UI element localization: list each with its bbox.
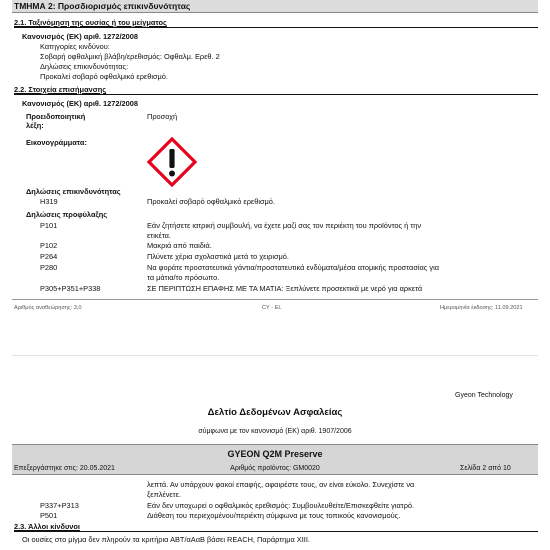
page-number: Σελίδα 2 από 10 xyxy=(460,465,511,472)
precautionary-code: P264 xyxy=(40,252,58,261)
signal-word-value: Προσοχή xyxy=(147,112,178,121)
other-hazards-text: Οι ουσίες στο μίγμα δεν πληρούν τα κριτήρια ΑΒΤ/αΑαΒ βάσει REACH, Παράρτημα XIII. xyxy=(22,535,310,544)
hazard-statements-heading: Δηλώσεις επικινδυνότητας xyxy=(26,187,121,196)
subsection-2-1-heading: 2.1. Ταξινόμηση της ουσίας ή του μείγματος xyxy=(14,18,167,27)
company-name: Gyeon Technology xyxy=(455,392,513,399)
continued-text-2: ξεπλένετε. xyxy=(147,490,181,499)
signal-word-label: Προειδοποιητική xyxy=(26,112,86,121)
precautionary-text-cont: τα μάτια/το πρόσωπο. xyxy=(147,273,220,282)
precautionary-text: Εάν ζητήσετε ιατρική συμβουλή, να έχετε μαζί σας τον περιέκτη του προϊόντος ή την xyxy=(147,221,422,230)
section-2-title-bar xyxy=(12,0,538,13)
precautionary-code: P280 xyxy=(40,263,58,272)
precautionary-code: P305+P351+P338 xyxy=(40,284,101,293)
precautionary-code: P102 xyxy=(40,241,58,250)
precautionary-code: P501 xyxy=(40,511,58,520)
continued-text: λεπτά. Αν υπάρχουν φακοί επαφής, αφαιρέστε τους, αν είναι εύκολο. Συνεχίστε να xyxy=(147,480,415,489)
footer-country: CY - EL xyxy=(262,305,282,311)
hazard-categories-label: Κατηγορίες κινδύνου: xyxy=(40,42,110,51)
footer-print-date: Ημερομηνία έκδοσης: 11.09.2021 xyxy=(440,305,523,311)
precautionary-heading: Δηλώσεις προφύλαξης xyxy=(26,210,108,219)
document-title: Δελτίο Δεδομένων Ασφαλείας xyxy=(207,407,343,418)
precautionary-text-cont: ετικέτα. xyxy=(147,231,171,240)
section-2-title: ΤΜΗΜΑ 2: Προσδιορισμός επικινδυνότητας xyxy=(14,1,191,11)
regulation-label-2-2: Κανονισμός (ΕΚ) αριθ. 1272/2008 xyxy=(22,99,138,108)
hazard-code: H319 xyxy=(40,197,58,206)
subsection-2-2-rule xyxy=(14,94,538,95)
precautionary-code: P101 xyxy=(40,221,58,230)
footer-revision: Αριθμός αναθεώρησης: 3,0 xyxy=(14,305,82,311)
hazard-code-text: Προκαλεί σοβαρό οφθαλμικό ερεθισμό. xyxy=(147,197,275,206)
subsection-2-3-rule xyxy=(14,531,538,532)
hazard-statement-value: Προκαλεί σοβαρό οφθαλμικό ερεθισμό. xyxy=(40,72,168,81)
page-gap xyxy=(0,322,550,362)
precautionary-text: Να φοράτε προστατευτικά γάντια/προστατευτικά ενδύματα/μέσα ατομικής προστασίας για xyxy=(147,263,440,272)
product-header-band xyxy=(12,444,538,475)
precautionary-text: Μακριά από παιδιά. xyxy=(147,241,212,250)
ghs07-exclamation-icon xyxy=(147,137,197,187)
page-separator xyxy=(12,355,538,356)
hazard-statements-label: Δηλώσεις επικινδυνότητας: xyxy=(40,62,129,71)
regulation-label-2-1: Κανονισμός (ΕΚ) αριθ. 1272/2008 xyxy=(22,32,138,41)
precautionary-text: Πλύνετε χέρια σχολαστικά μετά το χειρισμό. xyxy=(147,252,289,261)
subsection-2-1-rule xyxy=(14,27,538,28)
hazard-category-value: Σοβαρή οφθαλμική βλάβη/ερεθισμός: Οφθαλμ. Ερεθ. 2 xyxy=(40,52,220,61)
product-name: GYEON Q2M Preserve xyxy=(227,449,323,459)
footer-rule xyxy=(12,299,538,300)
precautionary-text: ΣΕ ΠΕΡΙΠΤΩΣΗ ΕΠΑΦΗΣ ΜΕ ΤΑ ΜΑΤΙΑ: Ξεπλύνετε προσεκτικά με νερό για αρκετά xyxy=(147,284,423,293)
signal-word-label-2: λέξη: xyxy=(26,121,44,130)
pictograms-label: Εικονογράμματα: xyxy=(26,138,87,147)
precautionary-code: P337+P313 xyxy=(40,501,79,510)
precautionary-text: Εάν δεν υποχωρεί ο οφθαλμικός ερεθισμός: Συμβουλευθείτε/Επισκεφθείτε γιατρό. xyxy=(147,501,415,510)
product-number: Αριθμός προϊόντος: GM0020 xyxy=(230,465,320,472)
subsection-2-2-heading: 2.2. Στοιχεία επισήμανσης xyxy=(14,85,107,94)
subsection-2-3-heading: 2.3. Άλλοι κίνδυνοι xyxy=(14,522,80,531)
revision-date: Επεξεργάστηκε στις: 20.05.2021 xyxy=(14,465,115,472)
document-subtitle: σύμφωνα με τον κανονισμό (ΕΚ) αριθ. 1907/2006 xyxy=(198,428,352,435)
precautionary-text: Διάθεση του περιεχομένου/περιέκτη σύμφωνα με τους τοπικούς κανονισμούς. xyxy=(147,511,401,520)
